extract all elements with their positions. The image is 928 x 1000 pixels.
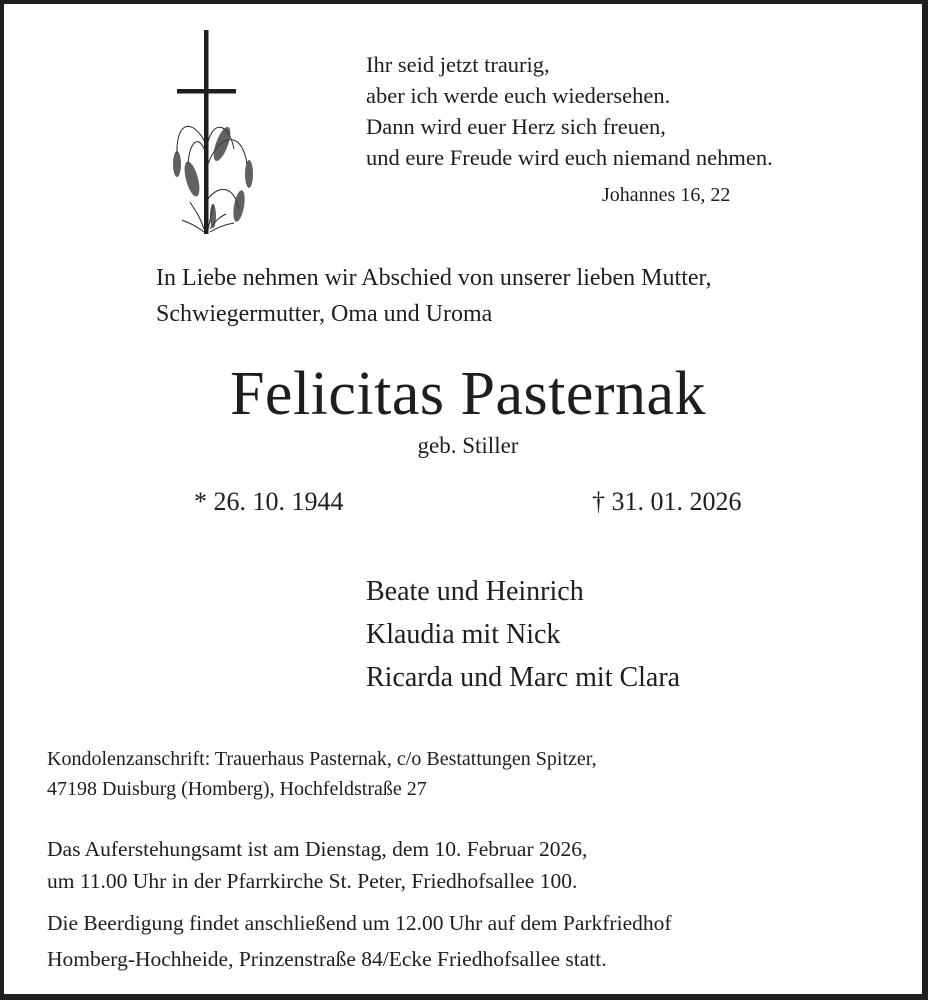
intro-line: In Liebe nehmen wir Abschied von unserer lieben Mutter, (156, 265, 712, 291)
burial-line: Die Beerdigung findet anschließend um 12.00 Uhr auf dem Parkfriedhof (47, 911, 672, 935)
verse-line: aber ich werde euch wiedersehen. (366, 83, 671, 108)
mourner-item: Ricarda und Marc mit Clara (366, 662, 681, 693)
bible-verse (366, 49, 773, 173)
mourners-list (366, 570, 680, 699)
verse-reference: Johannes 16, 22 (602, 184, 731, 206)
verse-line: Ihr seid jetzt traurig, (366, 52, 550, 77)
deceased-name: Felicitas Pasternak (229, 360, 707, 428)
maiden-name: geb. Stiller (417, 433, 519, 458)
death-date: † 31. 01. 2026 (592, 487, 742, 516)
mass-info (47, 833, 587, 897)
mourner-item: Klaudia mit Nick (366, 619, 561, 650)
burial-info (47, 905, 672, 977)
intro-line: Schwiegermutter, Oma und Uroma (156, 301, 493, 327)
birth-date: * 26. 10. 1944 (194, 487, 344, 516)
mourner-item: Beate und Heinrich (366, 576, 584, 607)
verse-line: und eure Freude wird euch niemand nehmen. (366, 145, 773, 170)
cross-with-grass-icon (164, 24, 264, 239)
mass-line: Das Auferstehungsamt ist am Dienstag, dem 10. Februar 2026, (47, 837, 588, 861)
mass-line: um 11.00 Uhr in der Pfarrkirche St. Peter, Friedhofsallee 100. (47, 869, 578, 893)
condolence-address (47, 744, 597, 804)
address-line: Kondolenzanschrift: Trauerhaus Pasternak, c/o Bestattungen Spitzer, (47, 748, 597, 770)
address-line: 47198 Duisburg (Homberg), Hochfeldstraße 27 (47, 778, 427, 800)
intro-text (156, 260, 712, 332)
verse-line: Dann wird euer Herz sich freuen, (366, 114, 666, 139)
burial-line: Homberg-Hochheide, Prinzenstraße 84/Ecke Friedhofsallee statt. (47, 947, 607, 971)
